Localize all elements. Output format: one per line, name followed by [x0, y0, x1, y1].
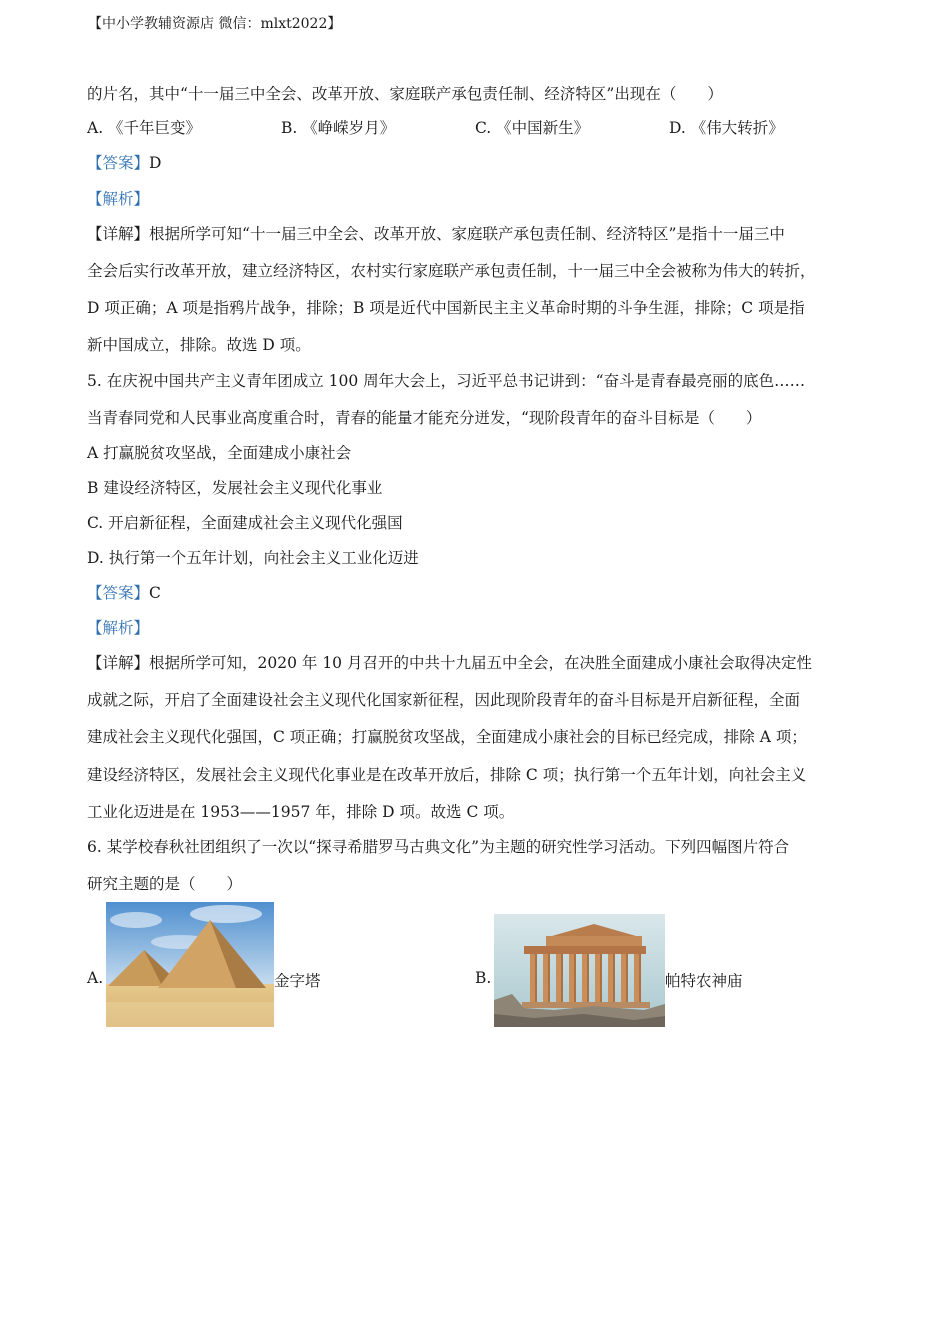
- q5-stem-line: 当青春同党和人民事业高度重合时，青春的能量才能充分迸发，“现阶段青年的奋斗目标是（ ）: [87, 409, 762, 427]
- answer-label: 【答案】: [87, 154, 150, 172]
- q6-option-a-label: A.: [87, 969, 104, 987]
- q5-answer: [87, 581, 161, 603]
- q4-answer: [87, 151, 161, 173]
- q4-detail-line: 全会后实行改革开放，建立经济特区，农村实行家庭联产承包责任制，十一届三中全会被称为伟大的转折，: [87, 262, 816, 280]
- page-header: 【中小学教辅资源店 微信：mlxt2022】: [88, 16, 342, 32]
- q4-analysis-label: 【解析】: [87, 190, 150, 208]
- detail-label: 【详解】: [87, 654, 150, 672]
- answer-label: 【答案】: [87, 584, 150, 602]
- q5-detail-line: [87, 651, 812, 673]
- q5-option-b: B 建设经济特区，发展社会主义现代化事业: [87, 479, 383, 497]
- q5-stem-line: 5. 在庆祝中国共产主义青年团成立 100 周年大会上，习近平总书记讲到：“奋斗是青春最亮丽的底色……: [87, 372, 806, 390]
- q4-detail-line: D 项正确；A 项是指鸦片战争，排除；B 项是近代中国新民主主义革命时期的斗争生涯，排除；C 项是指: [87, 299, 805, 317]
- q5-option-c: C. 开启新征程，全面建成社会主义现代化强国: [87, 514, 403, 532]
- q6-option-a-caption: 金字塔: [274, 972, 321, 990]
- pyramids-illustration: [106, 902, 274, 1027]
- parthenon-photo: [494, 914, 665, 1027]
- q4-option-a: A. 《千年巨变》: [87, 119, 202, 137]
- q5-option-a: A 打赢脱贫攻坚战，全面建成小康社会: [87, 444, 352, 462]
- q4-option-c: C. 《中国新生》: [475, 119, 590, 137]
- q5-option-d: D. 执行第一个五年计划，向社会主义工业化迈进: [87, 549, 419, 567]
- detail-label: 【详解】: [87, 225, 150, 243]
- q4-option-b: B. 《峥嵘岁月》: [281, 119, 396, 137]
- pyramids-photo: [106, 902, 274, 1027]
- q6-option-b-label: B.: [475, 969, 492, 987]
- q5-detail-line: 成就之际，开启了全面建设社会主义现代化国家新征程，因此现阶段青年的奋斗目标是开启新征程，全面: [87, 691, 801, 709]
- answer-value: D: [149, 154, 162, 172]
- detail-text: 根据所学可知，2020 年 10 月召开的中共十九届五中全会，在决胜全面建成小康社会取得决定性: [149, 654, 812, 672]
- q4-stem-tail: 的片名，其中“十一届三中全会、改革开放、家庭联产承包责任制、经济特区”出现在（ ）: [87, 85, 723, 103]
- q5-detail-line: 建设经济特区，发展社会主义现代化事业是在改革开放后，排除 C 项；执行第一个五年计划，向社会主义: [87, 766, 807, 784]
- q5-detail-line: 工业化迈进是在 1953——1957 年，排除 D 项。故选 C 项。: [87, 803, 515, 821]
- q4-detail-line: 新中国成立，排除。故选 D 项。: [87, 336, 311, 354]
- q5-detail-line: 建成社会主义现代化强国，C 项正确；打赢脱贫攻坚战，全面建成小康社会的目标已经完成，排除 A 项；: [87, 728, 807, 746]
- detail-text: 根据所学可知“十一届三中全会、改革开放、家庭联产承包责任制、经济特区”是指十一届三中: [149, 225, 785, 243]
- q4-detail-line: [87, 222, 785, 244]
- q6-stem-line: 研究主题的是（ ）: [87, 875, 243, 893]
- q5-analysis-label: 【解析】: [87, 619, 150, 637]
- answer-value: C: [149, 584, 161, 602]
- q6-stem-line: 6. 某学校春秋社团组织了一次以“探寻希腊罗马古典文化”为主题的研究性学习活动。下列四幅图片符合: [87, 838, 790, 856]
- parthenon-illustration: [494, 914, 665, 1027]
- q6-option-b-caption: 帕特农神庙: [665, 972, 743, 990]
- q4-option-d: D. 《伟大转折》: [669, 119, 784, 137]
